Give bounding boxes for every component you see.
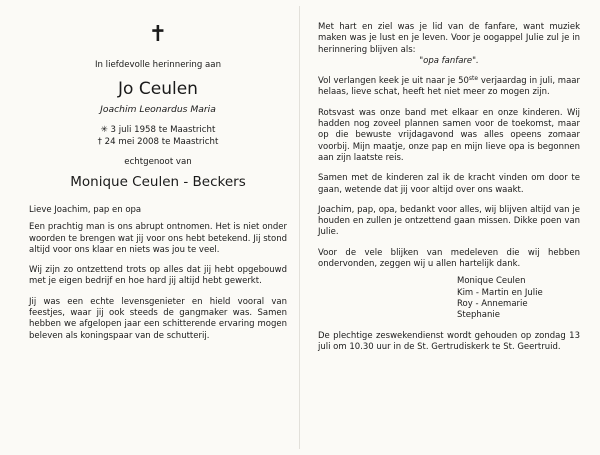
family-name: Kim - Martin en Julie <box>457 287 543 298</box>
right-panel <box>318 22 580 362</box>
cross-icon: ✝ <box>148 22 168 47</box>
paragraph: Joachim, pap, opa, bedankt voor alles, wij blijven altijd van je houden en zullen je ontzettend gaan missen. Dikke poen van Julie. <box>318 204 580 238</box>
intro-line: In liefdevolle herinnering aan <box>94 60 222 70</box>
paragraph-fanfare <box>318 22 580 67</box>
paragraph-thanks: Voor de vele blijken van medeleven die wij hebben ondervonden, zeggen wij u allen hartelijk dank. <box>318 247 580 270</box>
paragraph-text: Vol verlangen keek je uit naar je 50 <box>318 76 469 87</box>
nickname-quote: "opa fanfare". <box>419 55 479 66</box>
paragraph-text: verjaardag in juli, maar helaas, lieve schat, heeft het niet meer zo mogen zijn. <box>318 76 580 98</box>
spouse-name: Monique Ceulen - Beckers <box>70 174 246 190</box>
ordinal-suffix: ste <box>468 75 479 83</box>
greeting: Lieve Joachim, pap en opa <box>29 205 142 215</box>
left-panel <box>29 24 287 351</box>
paragraph-birthday <box>318 76 580 99</box>
paragraph: Een prachtig man is ons abrupt ontnomen. Het is niet onder woorden te brengen wat jij voor ons hebt betekend. Jij stond altijd voor ons klaar en niets was jou te veel. <box>29 222 287 255</box>
birth-date: ✳ 3 juli 1958 te Maastricht <box>100 125 216 135</box>
deceased-full-name: Joachim Leonardus Maria <box>100 104 216 115</box>
paragraph: Wij zijn zo ontzettend trots op alles dat jij hebt opgebouwd met je eigen bedrijf en hoe hard jij altijd hebt gewerkt. <box>29 265 287 287</box>
family-names <box>457 276 580 321</box>
death-date: † 24 mei 2008 te Maastricht <box>97 136 219 147</box>
family-name: Roy - Annemarie <box>457 298 528 309</box>
deceased-name: Jo Ceulen <box>118 79 198 99</box>
paragraph: Rotsvast was onze band met elkaar en onze kinderen. Wij hadden nog zoveel plannen samen voor de toekomst, maar op die bewuste vrijdagavond was alles opeens zomaar voorbij. Mijn maatje, onze pap en mijn lieve opa is begonnen aan zijn laatste reis. <box>318 107 580 163</box>
service-announcement: De plechtige zeswekendienst wordt gehouden op zondag 13 juli om 10.30 uur in de St. Gertrudiskerk te St. Geertruid. <box>318 330 580 352</box>
life-dates <box>29 125 287 148</box>
family-name: Stephanie <box>457 310 500 321</box>
family-name: Monique Ceulen <box>457 276 526 287</box>
paragraph-text: Met hart en ziel was je lid van de fanfare, want muziek maken was je lust en je leven. Voor je oogappel Julie zul je in herinnering blijven als: <box>318 22 580 55</box>
paragraph: Samen met de kinderen zal ik de kracht vinden om door te gaan, wetende dat jij voor altijd over ons waakt. <box>318 173 580 195</box>
fold-divider <box>299 6 300 449</box>
spouse-label: echtgenoot van <box>124 157 192 167</box>
paragraph: Jij was een echte levensgenieter en hield vooral van feestjes, waar jij ook steeds de gangmaker was. Samen hebben we afgelopen jaar een schitterende ervaring mogen beleven als koningspaar van de schutterij. <box>29 296 287 341</box>
